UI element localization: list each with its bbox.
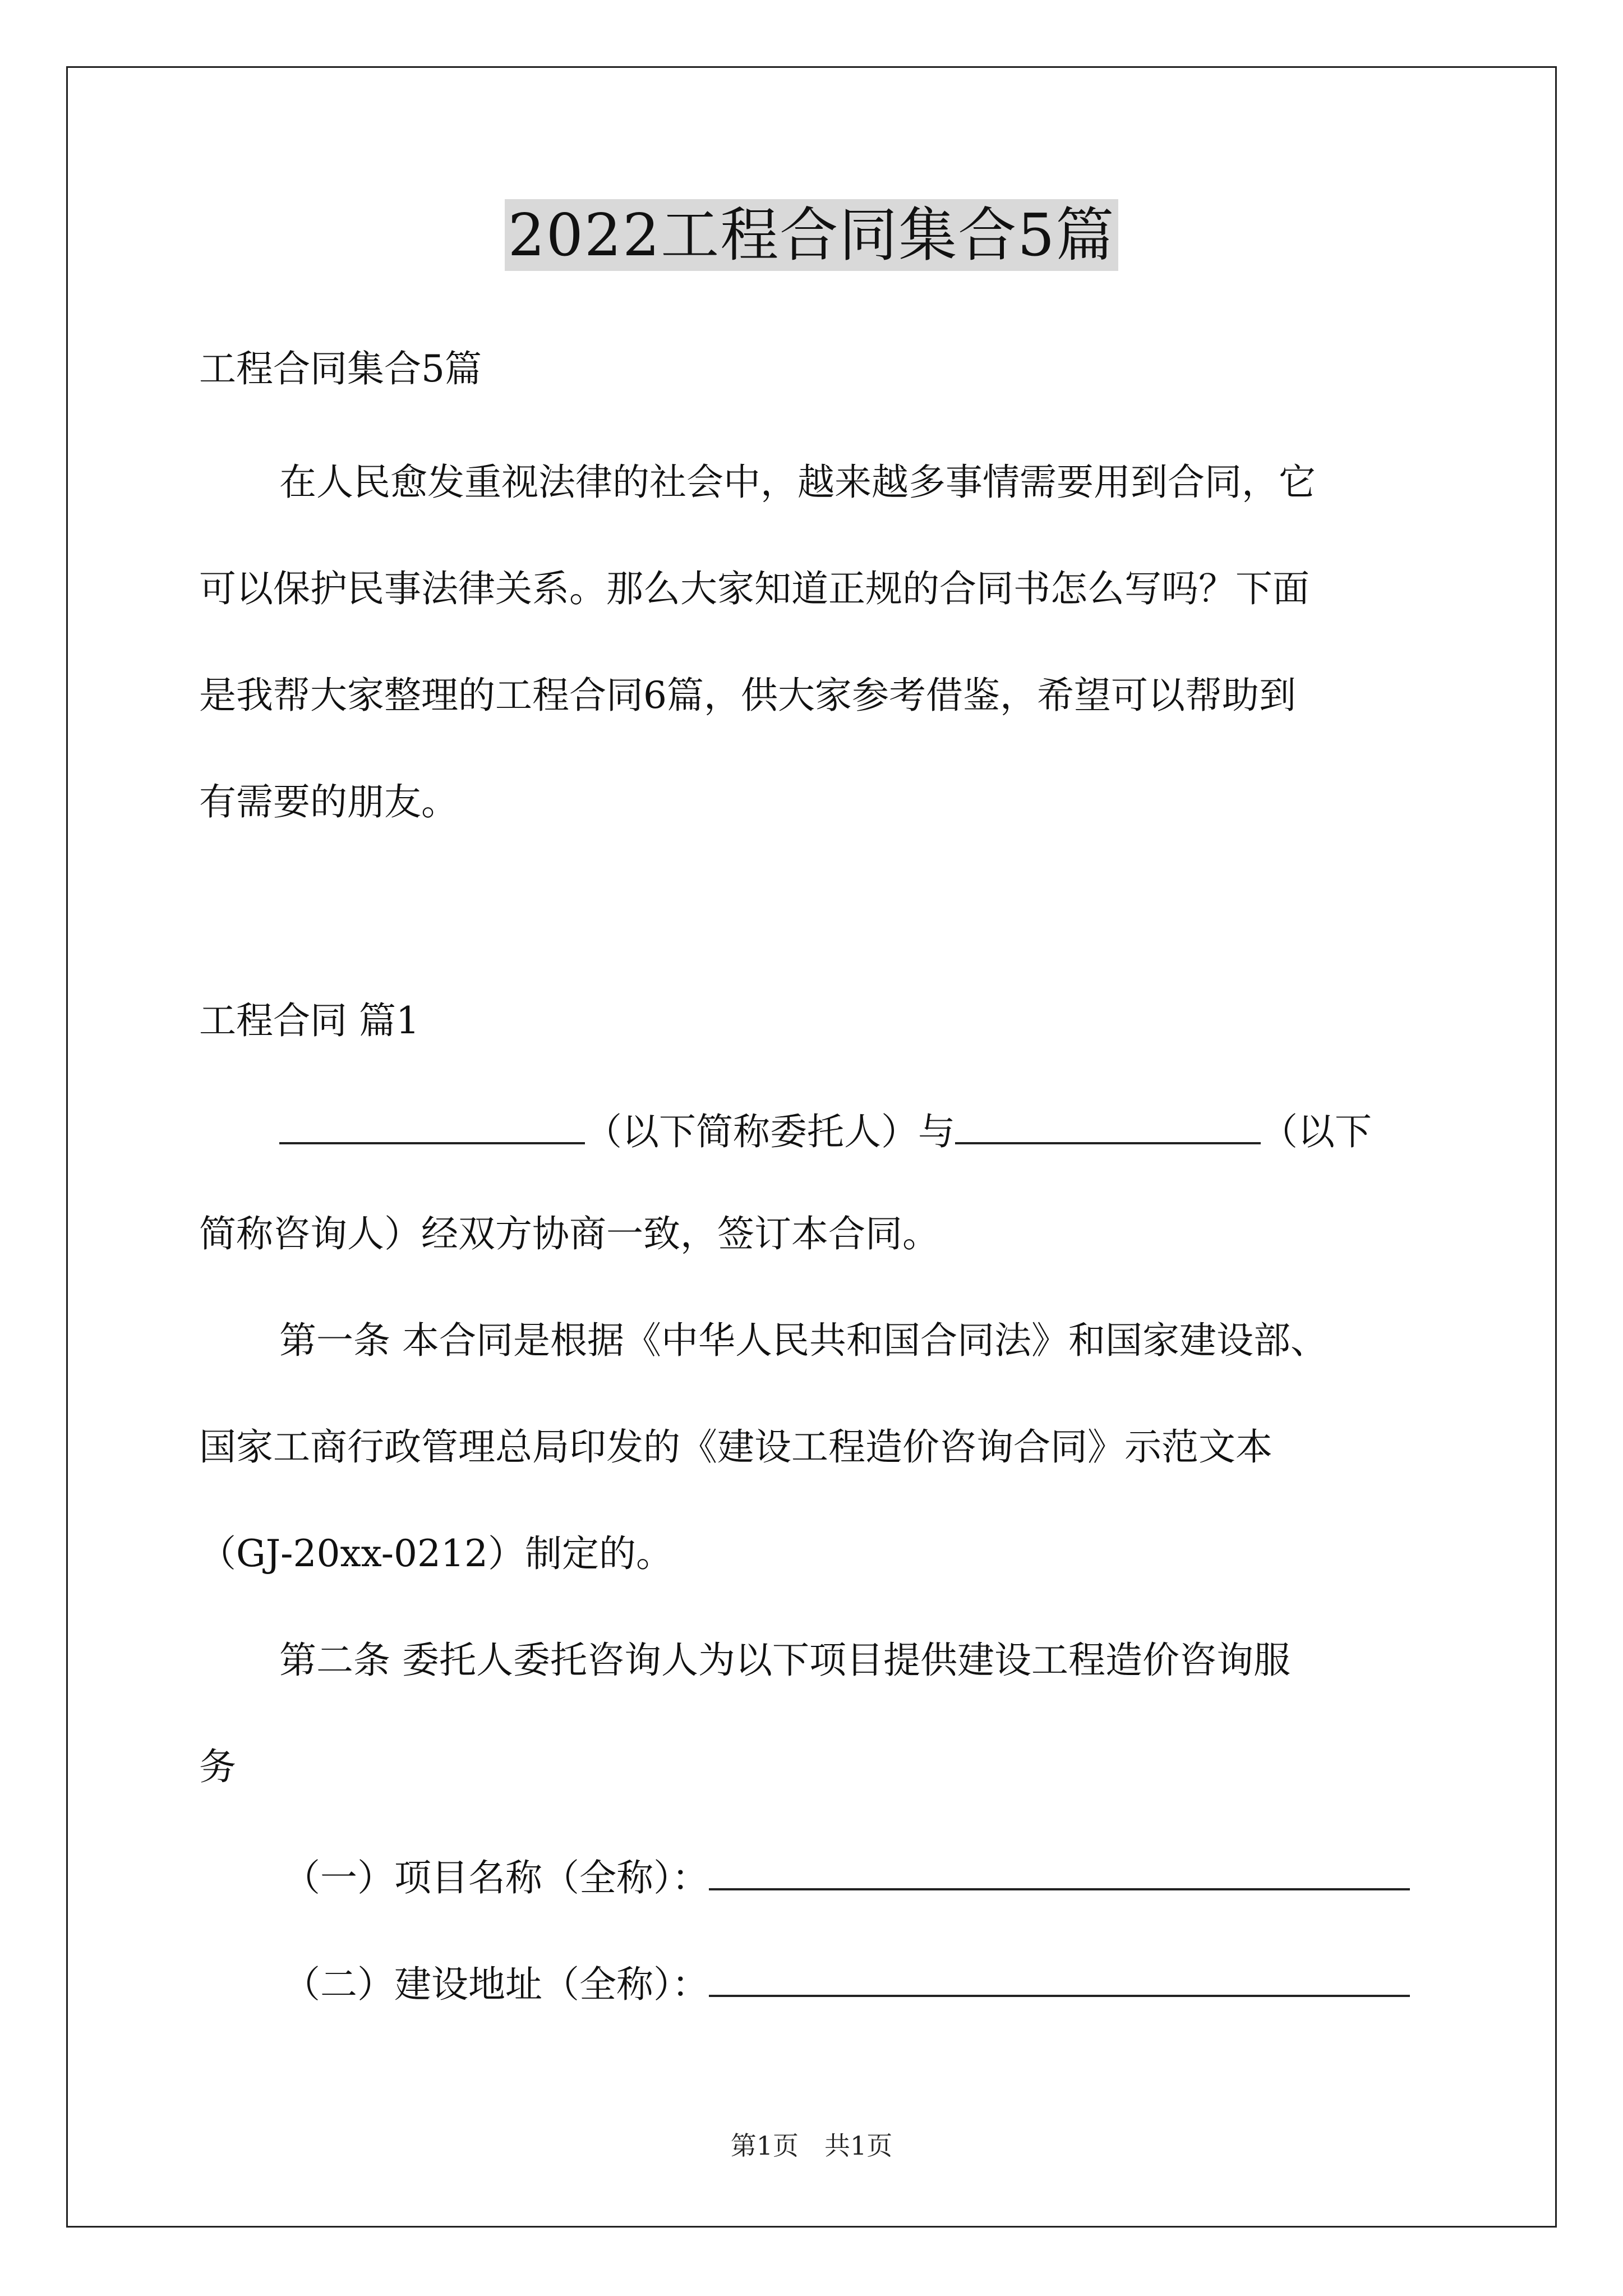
page-footer: 第1页 共1页 bbox=[730, 2131, 893, 2161]
project-name-blank[interactable] bbox=[709, 1851, 1410, 1890]
intro-line-4: 有需要的朋友。 bbox=[199, 780, 458, 823]
item2-line bbox=[283, 1958, 1410, 2007]
item2-label: （二）建设地址（全称）： bbox=[283, 1963, 709, 2006]
parties-line-2: 简称咨询人）经双方协商一致，签订本合同。 bbox=[199, 1212, 939, 1255]
article1-line-1: 第一条 本合同是根据《中华人民共和国合同法》和国家建设部、 bbox=[279, 1319, 1327, 1362]
parties-end-text: （以下 bbox=[1261, 1110, 1372, 1153]
article2-line-2: 务 bbox=[199, 1745, 236, 1788]
intro-line-1: 在人民愈发重视法律的社会中，越来越多事情需要用到合同，它 bbox=[279, 461, 1316, 504]
site-address-blank[interactable] bbox=[709, 1958, 1410, 1997]
document-subtitle: 工程合同集合5篇 bbox=[199, 347, 482, 390]
article1-line-2: 国家工商行政管理总局印发的《建设工程造价咨询合同》示范文本 bbox=[199, 1425, 1272, 1469]
parties-line-1 bbox=[279, 1105, 1372, 1154]
document-title: 2022工程合同集合5篇 bbox=[505, 199, 1119, 271]
article1-line-3: （GJ-20xx-0212）制定的。 bbox=[199, 1532, 674, 1575]
intro-line-2: 可以保护民事法律关系。那么大家知道正规的合同书怎么写吗？下面 bbox=[199, 567, 1310, 610]
section-heading: 工程合同 篇1 bbox=[199, 999, 419, 1042]
consultant-name-blank[interactable] bbox=[955, 1105, 1261, 1144]
intro-line-3: 是我帮大家整理的工程合同6篇，供大家参考借鉴，希望可以帮助到 bbox=[199, 674, 1296, 717]
article2-line-1: 第二条 委托人委托咨询人为以下项目提供建设工程造价咨询服 bbox=[279, 1639, 1290, 1682]
item1-label: （一）项目名称（全称）： bbox=[283, 1856, 709, 1899]
client-name-blank[interactable] bbox=[279, 1105, 585, 1144]
parties-mid-text: （以下简称委托人）与 bbox=[585, 1110, 955, 1153]
item1-line bbox=[283, 1851, 1410, 1901]
